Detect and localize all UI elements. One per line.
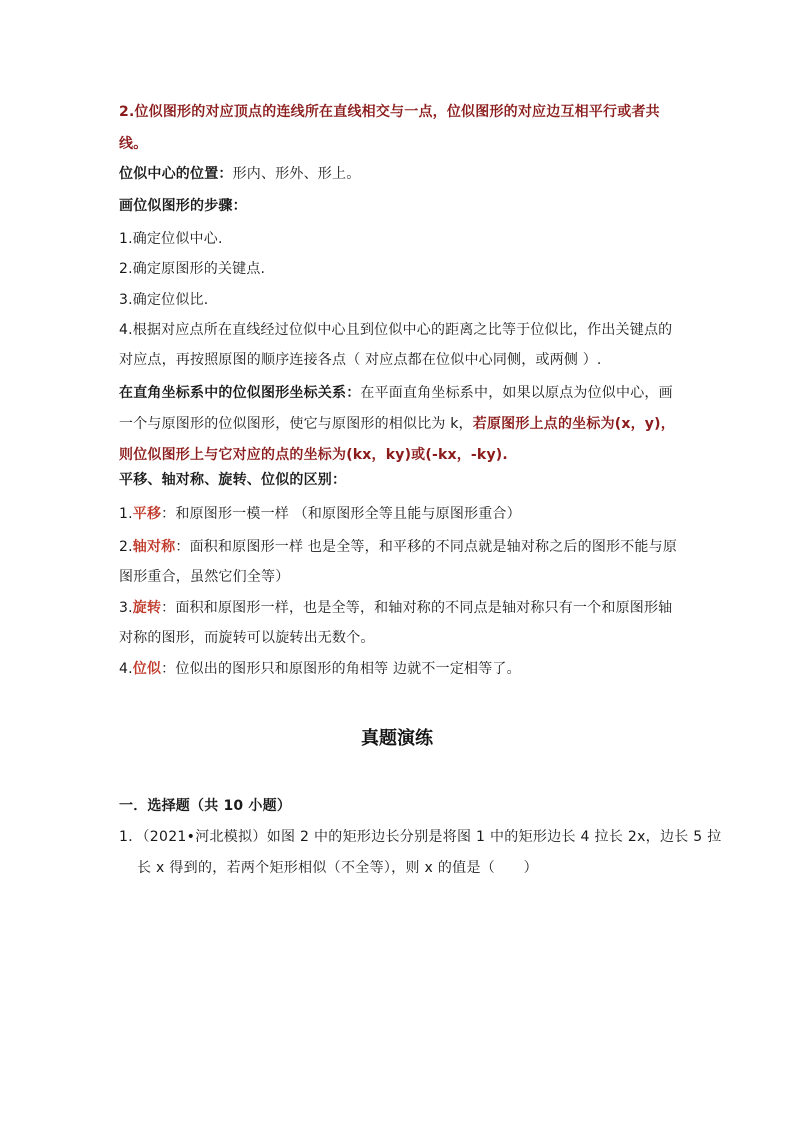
diff-1-num: 1. — [119, 506, 133, 522]
coord-line2 — [119, 414, 675, 434]
center-position-text: 形内、形外、形上。 — [232, 166, 361, 182]
diff-item-3 — [119, 598, 672, 618]
step-4-line1: 4.根据对应点所在直线经过位似中心且到位似中心的距离之比等于位似比，作出关键点的 — [119, 322, 673, 338]
diff-1-term: 平移 — [132, 506, 162, 522]
step-1: 1.确定位似中心. — [119, 231, 223, 247]
step-4-line2: 对应点，再按照原图的顺序连接各点（ 对应点都在位似中心同侧，或两侧 ）. — [119, 352, 602, 368]
point2-line1: 2.位似图形的对应顶点的连线所在直线相交与一点，位似图形的对应边互相平行或者共 — [119, 104, 660, 120]
diff-item-3-cont: 对称的图形，而旋转可以旋转出无数个。 — [119, 630, 375, 646]
coord-line1 — [119, 383, 673, 403]
center-position-label: 位似中心的位置： — [119, 166, 233, 182]
step-2: 2.确定原图形的关键点. — [119, 261, 266, 277]
diff-2-colon: ： — [175, 539, 190, 555]
step-3: 3.确定位似比. — [119, 292, 209, 308]
section-heading: 一．选择题（共 10 小题） — [119, 798, 292, 814]
coord-line2-bold: 若原图形上点的坐标为(x，y)， — [472, 416, 675, 432]
coord-label: 在直角坐标系中的位似图形坐标关系： — [119, 385, 361, 401]
diff-1-text: 和原图形一模一样 （和原图形全等且能与原图形重合） — [175, 506, 521, 522]
coord-line3: 则位似图形上与它对应的点的坐标为(kx，ky)或(-kx，-ky). — [119, 447, 508, 463]
differences-heading: 平移、轴对称、旋转、位似的区别： — [119, 472, 347, 488]
diff-3-num: 3. — [119, 600, 133, 616]
diff-item-4 — [119, 659, 521, 679]
practice-title: 真题演练 — [361, 728, 433, 749]
question-1-line1: 1．（2021•河北模拟）如图 2 中的矩形边长分别是将图 1 中的矩形边长 4 拉长 2x，边长 5 拉 — [119, 829, 722, 845]
diff-4-num: 4. — [119, 661, 133, 677]
steps-heading: 画位似图形的步骤： — [119, 198, 247, 214]
diff-2-text: 面积和原图形一样 也是全等，和平移的不同点就是轴对称之后的图形不能与原 — [189, 539, 678, 555]
diff-1-colon: ： — [161, 506, 176, 522]
diff-item-2-cont: 图形重合，虽然它们全等） — [119, 569, 290, 585]
diff-3-term: 旋转 — [132, 600, 162, 616]
coord-text1: 在平面直角坐标系中，如果以原点为位似中心，画 — [360, 385, 673, 401]
diff-4-colon: ： — [161, 661, 176, 677]
diff-2-term: 轴对称 — [132, 539, 176, 555]
diff-2-num: 2. — [119, 539, 133, 555]
question-1-line2: 长 x 得到的，若两个矩形相似（不全等），则 x 的值是（ ） — [137, 860, 538, 876]
diff-4-text: 位似出的图形只和原图形的角相等 边就不一定相等了。 — [175, 661, 521, 677]
diff-4-term: 位似 — [132, 661, 162, 677]
center-position — [119, 164, 360, 184]
diff-item-2 — [119, 537, 677, 557]
diff-3-colon: ： — [161, 600, 176, 616]
diff-3-text: 面积和原图形一样，也是全等，和轴对称的不同点是轴对称只有一个和原图形轴 — [175, 600, 673, 616]
point2-line2: 线。 — [119, 136, 148, 152]
coord-line2-text: 一个与原图形的位似图形，使它与原图形的相似比为 k， — [119, 416, 473, 432]
diff-item-1 — [119, 504, 521, 524]
